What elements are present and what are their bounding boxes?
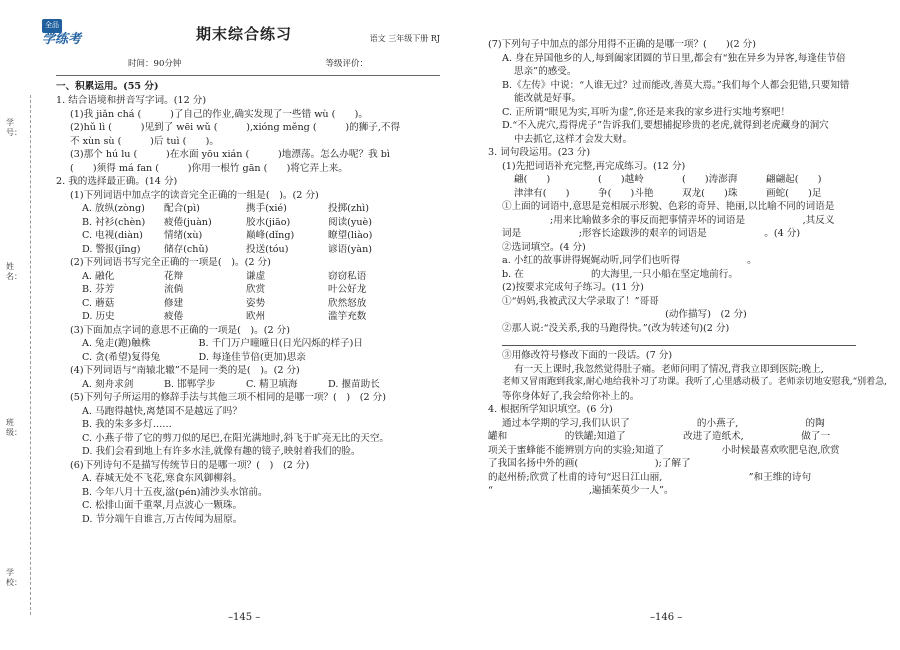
option: A. 身在异国他乡的人,每到阖家团圆的节日里,都会有“独在异乡为异客,每逢佳节倍 bbox=[502, 52, 846, 64]
option: D.“不入虎穴,焉得虎子”告诉我们,要想捕捉珍贵的老虎,就得到老虎藏身的洞穴 bbox=[502, 120, 829, 131]
q2-2-stem: (2)下列词语书写完全正确的一项是( )。(2 分) bbox=[70, 257, 271, 268]
option: C. 正所谓“眼见为实,耳听为虚”,你还是来我的家乡进行实地考察吧！ bbox=[502, 106, 791, 118]
option: 投掷(zhì) bbox=[328, 203, 369, 214]
grade-label: 语文 三年级下册 RJ bbox=[369, 34, 440, 43]
question-2: 2. 我的选择最正确。(14 分) bbox=[56, 176, 178, 187]
q2-1-options bbox=[56, 202, 440, 256]
q1-line: 不 xùn sù ( )后 tuì ( )。 bbox=[70, 135, 219, 147]
page-header bbox=[42, 21, 440, 58]
option: C. 电视(diàn) bbox=[82, 230, 143, 241]
q4-line: 通过本学期的学习,我们认识了 的小燕子, 的陶 bbox=[502, 417, 825, 429]
option: D. 节分端午自谁言,万古传闻为屈原。 bbox=[82, 513, 243, 525]
word: 津津有( ) bbox=[514, 187, 570, 199]
option: 修建 bbox=[164, 297, 184, 309]
q4-line: “ ,遍插茱萸少一人”。 bbox=[488, 485, 674, 496]
q4-line: 罐和 的铁罐;知道了 改进了造纸术, 做了一 bbox=[488, 431, 831, 442]
option: 欣赏 bbox=[246, 284, 266, 295]
question-3: 3. 词句段运用。(23 分) bbox=[488, 147, 591, 158]
section-heading: 一、积累运用。(55 分) bbox=[56, 80, 159, 92]
option: 姿势 bbox=[246, 297, 266, 309]
option: B. 我的朱多多灯…… bbox=[82, 419, 172, 430]
q3-1-stem: (1)先把词语补充完整,再完成练习。(12 分) bbox=[502, 160, 686, 172]
q4-line: 的赵州桥;欣赏了杜甫的诗句“迟日江山丽, ”和王维的诗句 bbox=[488, 471, 812, 483]
q3-line: ;用来比喻做多余的事反而把事情弄坏的词语是 ,其反义 bbox=[502, 214, 835, 226]
option: D. 警报(jǐng) bbox=[82, 243, 141, 255]
q3-line: ③用修改符号修改下面的一段话。(7 分) bbox=[502, 350, 673, 361]
q3-line: b. 在 的大海里,一只小船在坚定地前行。 bbox=[502, 268, 738, 280]
option: 情绪(xù) bbox=[164, 230, 203, 241]
time-label: 时间：90分钟 bbox=[128, 59, 182, 69]
option: 窃窃私语 bbox=[328, 270, 367, 282]
q3-line: ①上面的词语中,意思是竞相展示形貌、色彩的奇异、艳丽,以比喻不同的词语是 bbox=[502, 201, 835, 212]
option: 花辩 bbox=[164, 270, 184, 282]
q4-line: 了我国名扬中外的画( );了解了 bbox=[488, 458, 806, 469]
option: A. 放纵(zòng) bbox=[82, 203, 145, 214]
option: 配合(pì) bbox=[164, 203, 200, 214]
q2-6-stem: (6)下列诗句不是描写传统节日的是哪一项？( ) (2 分) bbox=[70, 459, 310, 471]
q2-3-stem: (3)下面加点字词的意思不正确的一项是( )。(2 分) bbox=[70, 324, 290, 336]
q1-line: (2)hǔ lì ( )见到了 wēi wǔ ( ),xióng měng ( )的狮子,不得 bbox=[70, 122, 401, 133]
option: 流倘 bbox=[164, 284, 184, 295]
option: B. 今年八月十五夜,湓(pén)浦沙头水馆前。 bbox=[82, 486, 268, 498]
binding-margin bbox=[0, 0, 48, 650]
option-cont: 思亲”的感受。 bbox=[514, 66, 577, 77]
name-label: 姓名： bbox=[6, 262, 22, 281]
option: 谦虚 bbox=[246, 270, 266, 282]
word: 画蛇( )足 bbox=[766, 187, 822, 199]
paragraph: 等你身体好了,我会给你补上的。 bbox=[502, 390, 640, 402]
q1-line: (3)那个 hú lu ( )在水面 yōu xián ( )地漂荡。怎么办呢？我 bì bbox=[70, 149, 390, 160]
option: B. 邯郸学步 bbox=[164, 378, 216, 390]
q3-line: (动作描写) (2 分) bbox=[502, 309, 747, 320]
option: 欣然怒放 bbox=[328, 297, 367, 309]
sub-header bbox=[56, 58, 440, 76]
option: 叶公好龙 bbox=[328, 284, 367, 295]
option: 瞭望(liào) bbox=[328, 230, 373, 241]
q3-line: 词是 ;形容长途跋涉的艰辛的词语是 。(4 分) bbox=[502, 228, 801, 239]
option: B. 芬芳 bbox=[82, 284, 115, 295]
option: A. 刻舟求剑 bbox=[82, 378, 134, 390]
option: 滥竽充数 bbox=[328, 311, 367, 322]
brand-logo: 全品 学练考 bbox=[42, 21, 82, 47]
option: A. 融化 bbox=[82, 270, 115, 282]
option: C. 松排山面千重翠,月点波心一颗珠。 bbox=[82, 500, 243, 511]
q2-4-options bbox=[56, 378, 440, 392]
word: 翩翩起( ) bbox=[766, 174, 822, 185]
q1-line: ( )须得 má fan ( )你用一根竹 gān ( )将它弄上来。 bbox=[70, 162, 348, 174]
option-cont: 能改就是好事。 bbox=[514, 93, 582, 104]
q3-word-grid bbox=[488, 173, 866, 200]
option: B. 衬衫(chèn) bbox=[82, 216, 146, 228]
option: C. 小燕子带了它的剪刀似的尾巴,在阳光满地时,斜飞于旷亮无比的天空。 bbox=[82, 432, 390, 444]
q3-line: a. 小红的故事讲得娓娓动听,同学们也听得 。 bbox=[502, 255, 757, 266]
option: D. 我们会看到地上有许多水洼,就像有趣的镜子,映射着我们的脸。 bbox=[82, 446, 361, 457]
option: 胶水(jiāo) bbox=[246, 216, 291, 228]
paragraph: 有一天上课时,我忽然觉得肚子痛。老师问明了情况,背我立即到医院;晚上, bbox=[514, 363, 824, 375]
option: D. 揠苗助长 bbox=[328, 378, 380, 390]
q1-line: (1)我 jiǎn chá ( )了自己的作业,确实发现了一些错 wù ( )。 bbox=[70, 108, 368, 120]
q2-1-stem: (1)下列词语中加点字的读音完全正确的一组是( )。(2 分) bbox=[70, 189, 319, 201]
word: 双龙( )珠 bbox=[682, 187, 738, 199]
school-label: 学校： bbox=[6, 568, 22, 587]
option: 欧州 bbox=[246, 311, 266, 322]
option: 投送(tóu) bbox=[246, 243, 289, 255]
q2-5-stem: (5)下列句子所运用的修辞手法与其他三项不相同的是哪一项？( ) (2 分) bbox=[70, 392, 386, 403]
student-id-label: 学号： bbox=[6, 118, 22, 137]
option: 谚语(yàn) bbox=[328, 243, 372, 255]
word: ( )涛澎湃 bbox=[682, 174, 738, 185]
question-1: 1. 结合语境和拼音写字词。(12 分) bbox=[56, 95, 207, 106]
q3-line: ①“妈妈,我被武汉大学录取了！”哥哥 bbox=[502, 295, 822, 307]
question-4: 4. 根据所学知识填空。(6 分) bbox=[488, 404, 613, 415]
q2-7-stem: (7)下列句子中加点的部分用得不正确的是哪一项？( )(2 分) bbox=[488, 39, 756, 50]
option: C. 蘑菇 bbox=[82, 297, 115, 309]
option: D. 历史 bbox=[82, 311, 115, 322]
answer-line bbox=[502, 335, 856, 346]
page-title: 期末综合练习 bbox=[196, 25, 293, 43]
class-label: 班级： bbox=[6, 418, 22, 437]
option: B.《左传》中说：“人谁无过？过而能改,善莫大焉。”我们每个人都会犯错,只要知错 bbox=[502, 79, 850, 91]
evaluation-label: 等级评价： bbox=[325, 59, 368, 69]
q3-line: ②那人说:“没关系,我的马跑得快。”(改为转述句)(2 分) bbox=[502, 322, 730, 334]
option: 巅峰(dǐng) bbox=[246, 230, 295, 241]
page-right bbox=[488, 38, 888, 498]
word: ( )越岭 bbox=[598, 174, 644, 185]
option: C. 精卫填海 bbox=[246, 378, 298, 390]
option: A. 春城无处不飞花,寒食东风御柳斜。 bbox=[82, 473, 242, 484]
word: 翩( ) bbox=[514, 174, 551, 185]
q2-4-stem: (4)下列词语与“南辕北辙”不是同一类的是( )。(2 分) bbox=[70, 365, 300, 376]
cut-line bbox=[30, 95, 31, 615]
q2-2-options bbox=[56, 270, 440, 324]
q4-line: 项关于蜜蜂能不能辨别方向的实验;知道了 小时候最喜欢吹肥皂泡,欣赏 bbox=[488, 444, 840, 456]
option: 疲倦(juàn) bbox=[164, 216, 212, 228]
page-number-left: –145 – bbox=[228, 612, 261, 623]
word: 争( )斗艳 bbox=[598, 187, 654, 199]
page-number-right: –146 – bbox=[650, 612, 683, 623]
option: 阅读(yuè) bbox=[328, 216, 372, 228]
option: A. 兔走(跑)触株 B. 千门万户曈曈日(日光闪烁的样子)日 bbox=[82, 338, 363, 349]
option-cont: 中去抓它,这样才会发大财。 bbox=[514, 133, 633, 145]
q3-line: ②选词填空。(4 分) bbox=[502, 241, 586, 253]
q3-2-stem: (2)按要求完成句子练习。(11 分) bbox=[502, 282, 644, 293]
paragraph: 老师又冒雨跑到我家,耐心地给我补习了功课。我听了,心里感动极了。老师亲切地安慰我,“别着急, bbox=[502, 377, 888, 387]
option: A. 马跑得越快,离楚国不是越远了吗？ bbox=[82, 405, 242, 417]
page-left bbox=[42, 21, 440, 526]
option: 携手(xié) bbox=[246, 203, 287, 214]
option: 疲倦 bbox=[164, 311, 184, 322]
option: 储存(chǔ) bbox=[164, 243, 209, 255]
option: C. 贪(希望)复得兔 D. 每逢佳节倍(更加)思亲 bbox=[82, 351, 306, 363]
